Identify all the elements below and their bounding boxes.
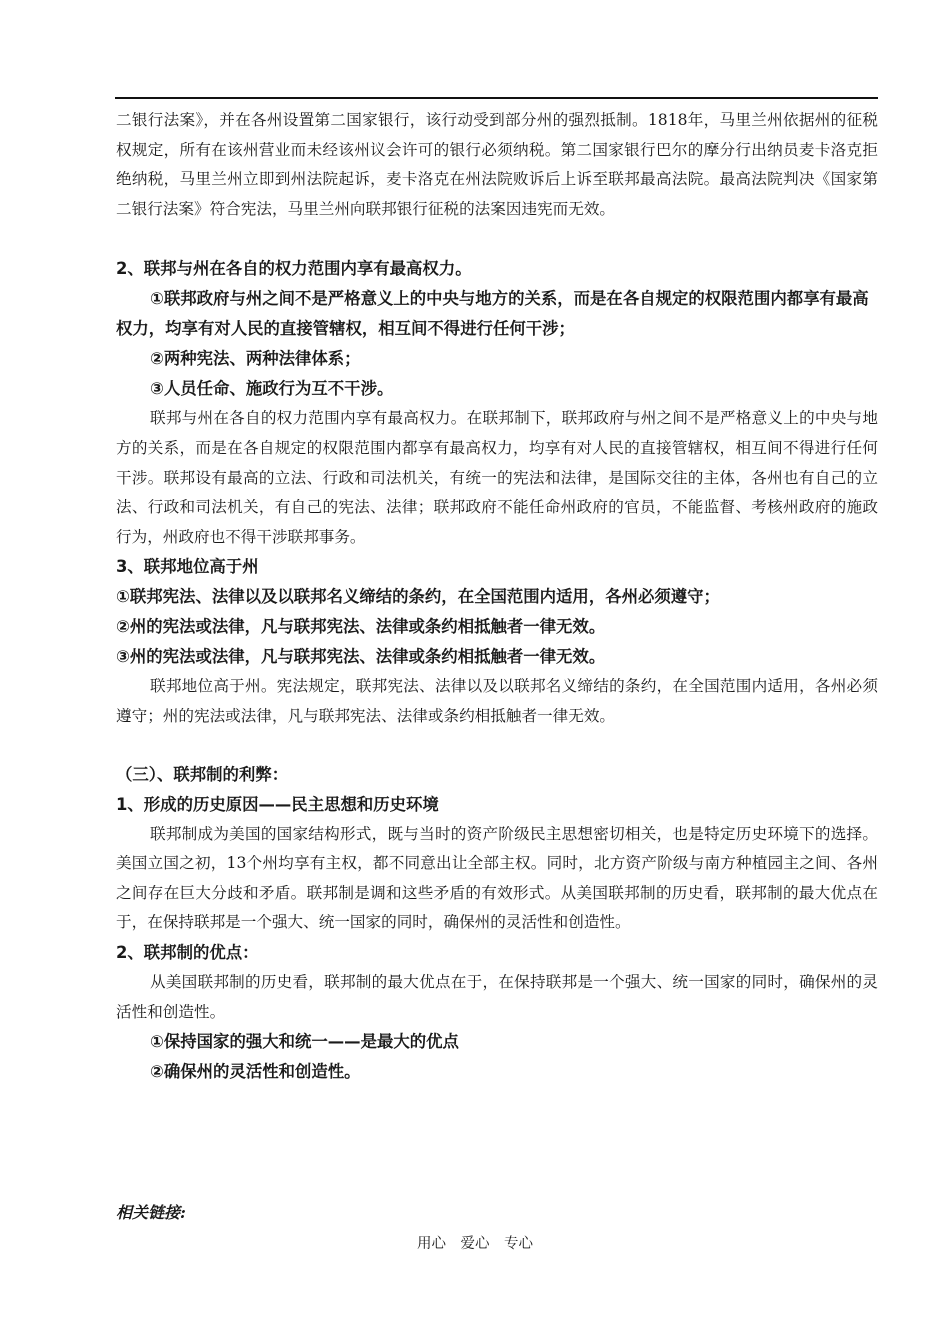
- section3-point-2: ②州的宪法或法律，凡与联邦宪法、法律或条约相抵触者一律无效。: [116, 617, 606, 637]
- spacer: [116, 224, 878, 254]
- section3-point-1: ①联邦宪法、法律以及以联邦名义缔结的条约，在全国范围内适用，各州必须遵守；: [116, 587, 720, 607]
- document-body: [116, 106, 878, 1087]
- section3-body: 联邦地位高于州。宪法规定，联邦宪法、法律以及以联邦名义缔结的条约，在全国范围内适用，各州必须遵守；州的宪法或法律，凡与联邦宪法、法律或条约相抵触者一律无效。: [116, 677, 878, 725]
- section2-point-1: ①联邦政府与州之间不是严格意义上的中央与地方的关系，而是在各自规定的权限范围内都享有最高权力，均享有对人民的直接管辖权，相互间不得进行任何干涉；: [116, 289, 869, 339]
- section3-point-3: ③州的宪法或法律，凡与联邦宪法、法律或条约相抵触者一律无效。: [116, 647, 606, 667]
- page-footer: 用心 爱心 专心: [417, 1236, 533, 1252]
- part3-sub1-body: 联邦制成为美国的国家结构形式，既与当时的资产阶级民主思想密切相关，也是特定历史环境下的选择。美国立国之初，13个州均享有主权，都不同意出让全部主权。同时，北方资产阶级与南方种植园主之间、各州之间存在巨大分歧和矛盾。联邦制是调和这些矛盾的有效形式。从美国联邦制的历史看，联邦制的最大优点在于，在保持联邦是一个强大、统一国家的同时，确保州的灵活性和创造性。: [116, 824, 878, 932]
- section2-body: 联邦与州在各自的权力范围内享有最高权力。在联邦制下，联邦政府与州之间不是严格意义上的中央与地方的关系，而是在各自规定的权限范围内都享有最高权力，均享有对人民的直接管辖权，相互间不得进行任何干涉。联邦设有最高的立法、行政和司法机关，有统一的宪法和法律，是国际交往的主体，各州也有自己的立法、行政和司法机关，有自己的宪法、法律；联邦政府不能任命州政府的官员，不能监督、考核州政府的施政行为，州政府也不得干涉联邦事务。: [116, 409, 878, 546]
- part3-sub2-point-2: ②确保州的灵活性和创造性。: [150, 1062, 361, 1082]
- header-rule: [115, 97, 878, 99]
- part3-sub2-heading: 2、联邦制的优点：: [116, 942, 259, 962]
- spacer: [116, 732, 878, 760]
- section2-point-3: ③人员任命、施政行为互不干涉。: [150, 379, 394, 399]
- intro-paragraph: 二银行法案》，并在各州设置第二国家银行，该行动受到部分州的强烈抵制。1818年，马里兰州依据州的征税权规定，所有在该州营业而未经该州议会许可的银行必须纳税。第二国家银行巴尔的摩分行出纳员麦卡洛克拒绝纳税，马里兰州立即到州法院起诉，麦卡洛克在州法院败诉后上诉至联邦最高法院。最高法院判决《国家第二银行法案》符合宪法，马里兰州向联邦银行征税的法案因违宪而无效。: [116, 111, 878, 218]
- part3-heading: （三）、联邦制的利弊：: [116, 764, 289, 784]
- section2-point-2: ②两种宪法、两种法律体系；: [150, 349, 361, 369]
- part3-sub2-body: 从美国联邦制的历史看，联邦制的最大优点在于，在保持联邦是一个强大、统一国家的同时，确保州的灵活性和创造性。: [116, 972, 878, 1021]
- part3-sub2-point-1: ①保持国家的强大和统一——是最大的优点: [150, 1032, 459, 1052]
- part3-sub1-heading: 1、形成的历史原因——民主思想和历史环境: [116, 794, 439, 814]
- related-links-label: 相关链接:: [116, 1203, 186, 1222]
- section2-heading: 2、联邦与州在各自的权力范围内享有最高权力。: [116, 259, 472, 279]
- section3-heading: 3、联邦地位高于州: [116, 557, 259, 577]
